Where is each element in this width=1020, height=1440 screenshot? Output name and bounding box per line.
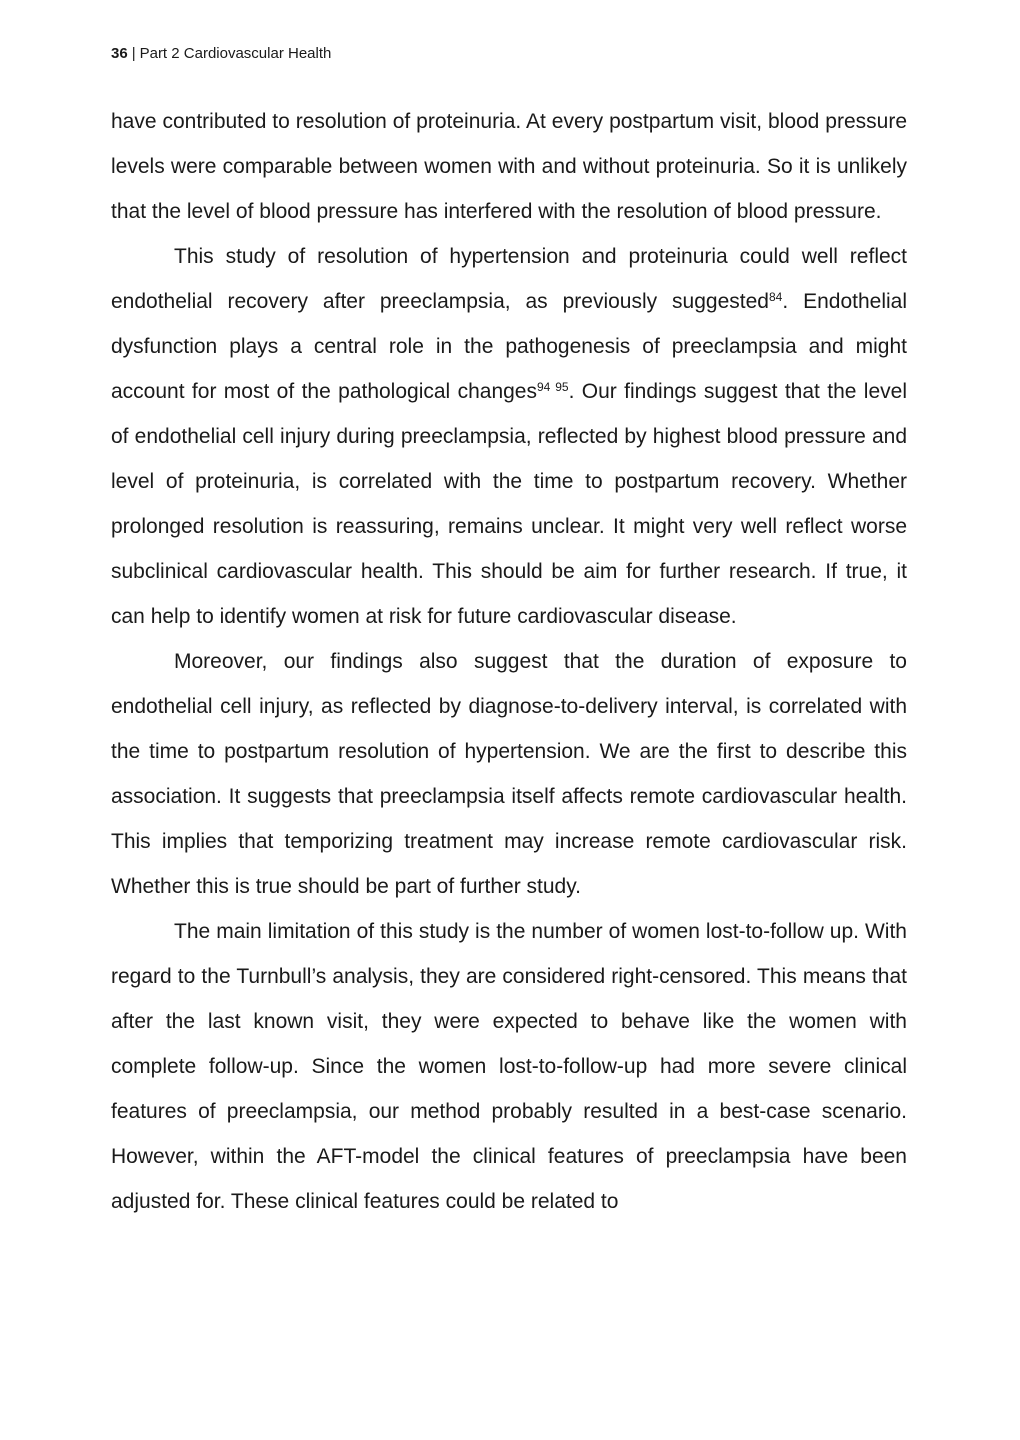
citation-ref-84: 84 (768, 289, 783, 304)
paragraph-2 (111, 234, 907, 639)
citation-ref-94-95: 94 95 (537, 379, 569, 394)
body-text (111, 99, 907, 1224)
paragraph-2-text-3: . Our findings suggest that the level of endothelial cell injury during preeclampsia, reflected by highest blood pressure and level of proteinuria, is correlated with the time to postpartum recovery. Whether prolonged resolution is reassuring, remains unclear. It might very well reflect worse subclinical cardiovascular health. This should be aim for further research. If true, it can help to identify women at risk for future cardiovascular disease. (111, 380, 908, 628)
paragraph-3: Moreover, our findings also suggest that the duration of exposure to endothelial cell injury, as reflected by diagnose-to-delivery interval, is correlated with the time to postpartum resolution of hypertension. We are the first to describe this association. It suggests that preeclampsia itself affects remote cardiovascular health. This implies that temporizing treatment may increase remote cardiovascular risk. Whether this is true should be part of further study. (111, 650, 907, 898)
page-number: 36 (111, 45, 128, 62)
running-header (111, 44, 331, 64)
paragraph-2-text-2: . Endothelial dysfunction plays a central role in the pathogenesis of preeclampsia and might account for most of the pathological changes (111, 290, 907, 403)
paragraph-2-text-1: This study of resolution of hypertension and proteinuria could well reflect endothelial recovery after preeclampsia, as previously suggested (111, 245, 907, 313)
paragraph-4: The main limitation of this study is the number of women lost-to-follow up. With regard to the Turnbull’s analysis, they are considered right-censored. This means that after the last known visit, they were expected to behave like the women with complete follow-up. Since the women lost-to-follow-up had more severe clinical features of preeclampsia, our method probably resulted in a best-case scenario. However, within the AFT-model the clinical features of preeclampsia have been adjusted for. These clinical features could be related to (111, 920, 907, 1213)
section-title: Part 2 Cardiovascular Health (139, 45, 332, 62)
paragraph-1: have contributed to resolution of proteinuria. At every postpartum visit, blood pressure levels were comparable between women with and without proteinuria. So it is unlikely that the level of blood pressure has interfered with the resolution of blood pressure. (111, 110, 907, 223)
header-separator: | (131, 45, 136, 62)
